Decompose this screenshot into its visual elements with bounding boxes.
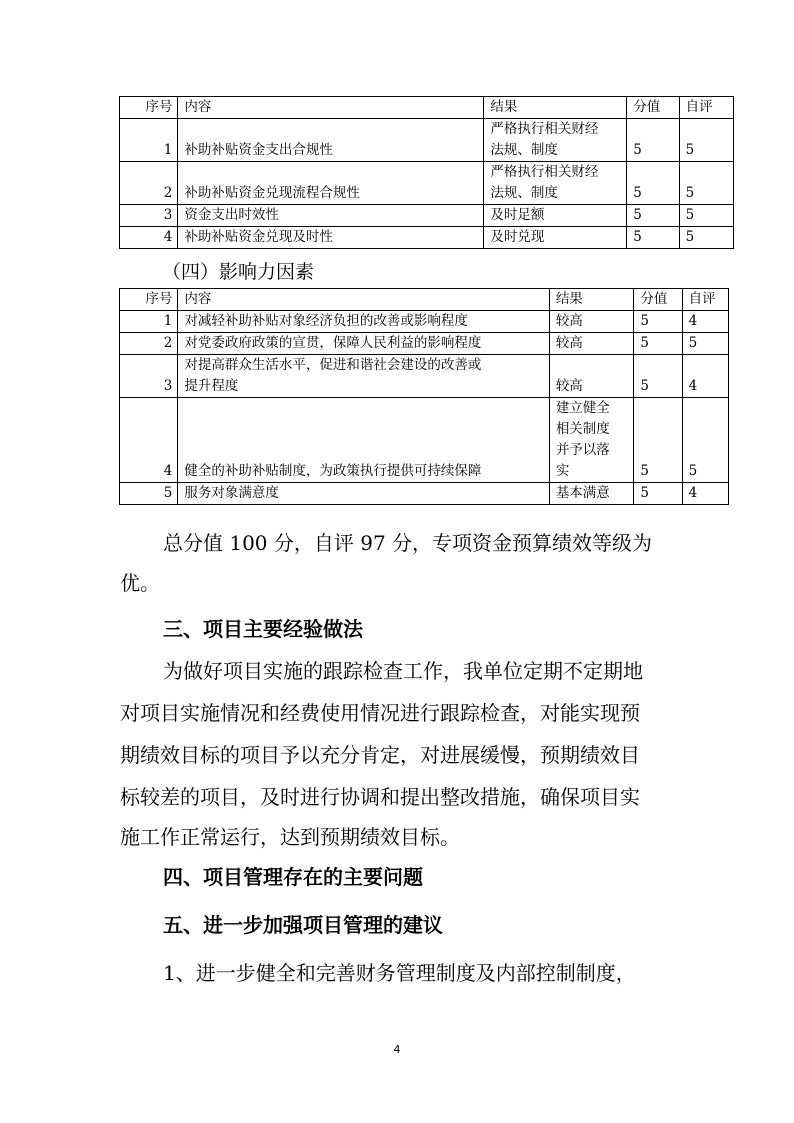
heading-problems: 四、项目管理存在的主要问题 xyxy=(163,865,423,889)
header-cell: 序号 xyxy=(120,289,178,311)
content-line: 对提高群众生活水平，促进和谐社会建设的改善或 xyxy=(184,357,482,373)
performance-table-influence xyxy=(119,288,729,505)
result-line: 严格执行相关财经 xyxy=(490,121,599,137)
heading-experience: 三、项目主要经验做法 xyxy=(163,617,363,641)
table-row xyxy=(120,483,729,505)
table-row xyxy=(120,355,729,398)
experience-paragraph-line: 施工作正常运行，达到预期绩效目标。 xyxy=(120,825,460,849)
row-score: 5 xyxy=(634,311,682,333)
experience-paragraph-line: 对项目实施情况和经费使用情况进行跟踪检查，对能实现预 xyxy=(120,701,640,725)
summary-paragraph-line: 总分值 100 分，自评 97 分，专项资金预算绩效等级为 xyxy=(163,531,653,555)
row-content: 健全的补助补贴制度，为政策执行提供可持续保障 xyxy=(178,398,549,483)
row-number: 4 xyxy=(120,227,178,249)
row-result: 及时足额 xyxy=(484,205,627,227)
row-number: 2 xyxy=(120,333,178,355)
row-content xyxy=(178,355,549,398)
table-row xyxy=(120,227,734,249)
row-number: 1 xyxy=(120,119,178,162)
row-score: 5 xyxy=(627,227,679,249)
row-score: 5 xyxy=(634,333,682,355)
row-result: 基本满意 xyxy=(549,483,634,505)
row-content: 补助补贴资金支出合规性 xyxy=(178,119,484,162)
table-row xyxy=(120,398,729,483)
row-content: 补助补贴资金兑现流程合规性 xyxy=(178,162,484,205)
row-score: 5 xyxy=(634,483,682,505)
row-self-score: 5 xyxy=(679,227,733,249)
row-number: 3 xyxy=(120,355,178,398)
row-self-score: 4 xyxy=(682,311,728,333)
summary-paragraph-line: 优。 xyxy=(120,571,160,595)
row-self-score: 5 xyxy=(679,205,733,227)
result-line: 严格执行相关财经 xyxy=(490,164,599,180)
table-row xyxy=(120,162,734,205)
row-result: 较高 xyxy=(549,355,634,398)
row-score: 5 xyxy=(634,355,682,398)
experience-paragraph-line: 期绩效目标的项目予以充分肯定，对进展缓慢，预期绩效目 xyxy=(120,743,640,767)
row-result: 及时兑现 xyxy=(484,227,627,249)
table-header-row xyxy=(120,97,734,119)
row-score: 5 xyxy=(627,119,679,162)
row-self-score: 5 xyxy=(679,162,733,205)
row-self-score: 4 xyxy=(682,355,728,398)
row-score: 5 xyxy=(634,398,682,483)
page-number: 4 xyxy=(393,1043,401,1056)
row-number: 1 xyxy=(120,311,178,333)
experience-paragraph-line: 标较差的项目，及时进行协调和提出整改措施，确保项目实 xyxy=(120,785,640,809)
heading-suggestions: 五、进一步加强项目管理的建议 xyxy=(163,913,443,937)
row-result xyxy=(484,162,627,205)
row-content: 对党委政府政策的宣贯，保障人民利益的影响程度 xyxy=(178,333,549,355)
section-subheading-influence: （四）影响力因素 xyxy=(162,261,315,283)
result-line: 法规、制度 xyxy=(490,185,558,201)
result-line: 相关制度 xyxy=(555,421,610,437)
row-result xyxy=(549,398,634,483)
table-header-row xyxy=(120,289,729,311)
table-row xyxy=(120,333,729,355)
row-result xyxy=(484,119,627,162)
row-number: 3 xyxy=(120,205,178,227)
row-result: 较高 xyxy=(549,311,634,333)
row-self-score: 5 xyxy=(682,398,728,483)
table-row xyxy=(120,311,729,333)
experience-paragraph-line: 为做好项目实施的跟踪检查工作，我单位定期不定期地 xyxy=(163,659,643,683)
performance-table-process xyxy=(119,96,734,249)
table-row xyxy=(120,205,734,227)
row-number: 2 xyxy=(120,162,178,205)
row-self-score: 5 xyxy=(679,119,733,162)
header-cell: 自评 xyxy=(679,97,733,119)
suggestion-paragraph-line: 1、进一步健全和完善财务管理制度及内部控制制度， xyxy=(163,961,636,985)
header-cell: 自评 xyxy=(682,289,728,311)
header-cell: 结果 xyxy=(549,289,634,311)
result-line: 实 xyxy=(555,463,570,479)
row-result: 较高 xyxy=(549,333,634,355)
table-row xyxy=(120,119,734,162)
row-content: 服务对象满意度 xyxy=(178,483,549,505)
header-cell: 结果 xyxy=(484,97,627,119)
result-line: 建立健全 xyxy=(555,400,610,416)
row-content: 资金支出时效性 xyxy=(178,205,484,227)
row-score: 5 xyxy=(627,162,679,205)
result-line: 并予以落 xyxy=(555,442,610,458)
header-cell: 内容 xyxy=(178,97,484,119)
header-cell: 内容 xyxy=(178,289,549,311)
header-cell: 分值 xyxy=(634,289,682,311)
row-self-score: 5 xyxy=(682,333,728,355)
row-content: 对减轻补助补贴对象经济负担的改善或影响程度 xyxy=(178,311,549,333)
row-self-score: 4 xyxy=(682,483,728,505)
row-number: 5 xyxy=(120,483,178,505)
result-line: 法规、制度 xyxy=(490,142,558,158)
row-number: 4 xyxy=(120,398,178,483)
row-content: 补助补贴资金兑现及时性 xyxy=(178,227,484,249)
header-cell: 分值 xyxy=(627,97,679,119)
content-line: 提升程度 xyxy=(184,378,239,394)
header-cell: 序号 xyxy=(120,97,178,119)
row-score: 5 xyxy=(627,205,679,227)
